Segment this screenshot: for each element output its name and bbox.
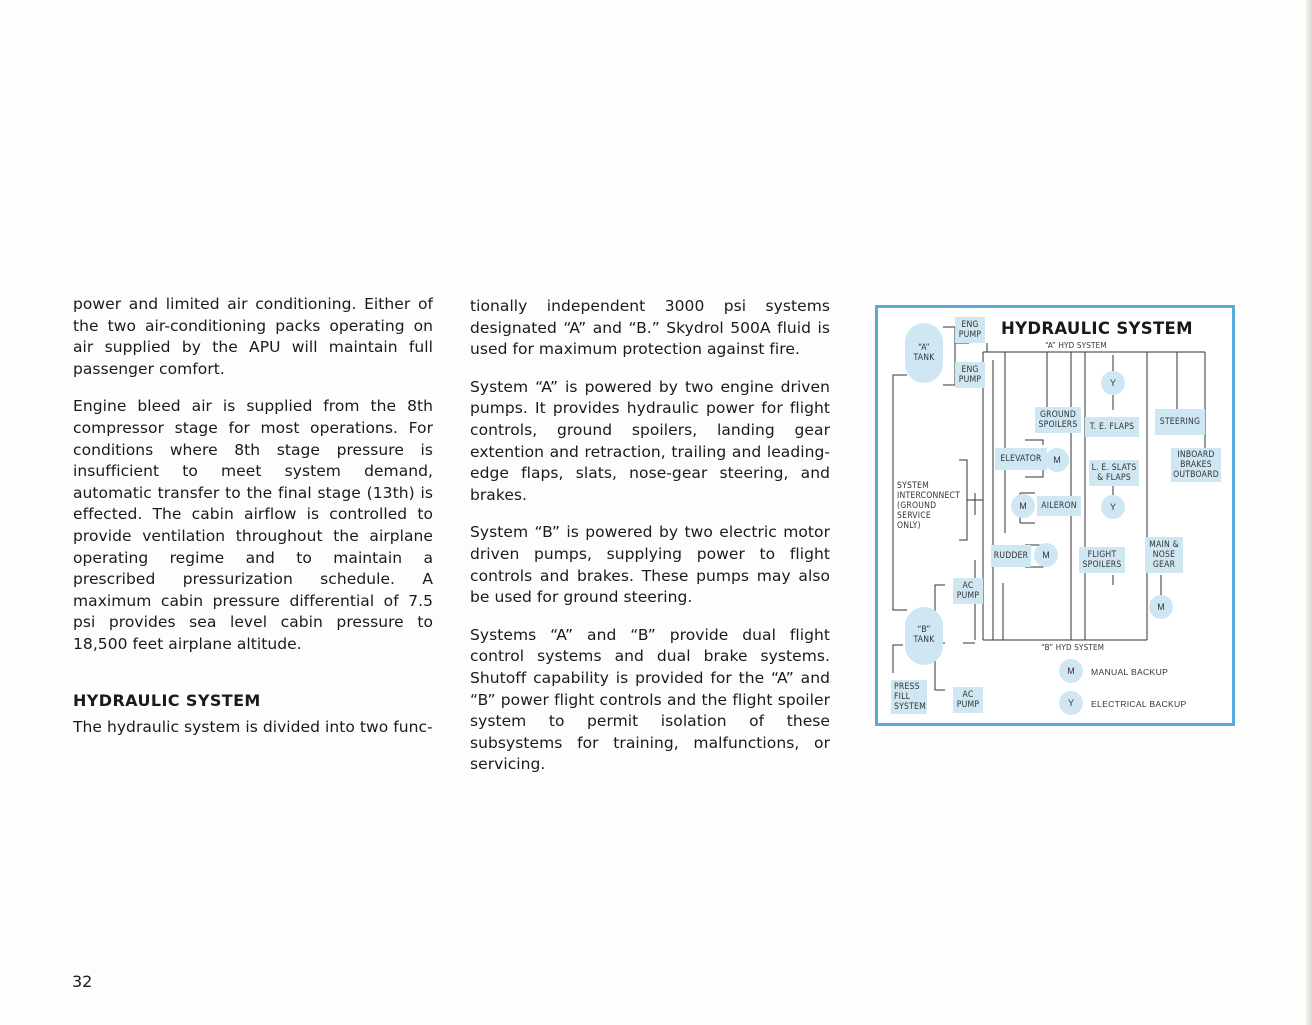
page-number: 32 <box>72 972 93 991</box>
le-slats-flaps: L. E. SLATS & FLAPS <box>1089 460 1139 486</box>
eng-pump-1: ENG PUMP <box>955 317 985 343</box>
flight-spoilers: FLIGHT SPOILERS <box>1079 547 1125 573</box>
electrical-backup-circle: Y <box>1101 371 1125 395</box>
diagram-title: HYDRAULIC SYSTEM <box>1001 319 1193 338</box>
inboard-brakes: INBOARD BRAKES OUTBOARD <box>1171 448 1221 482</box>
ground-spoilers: GROUND SPOILERS <box>1035 407 1081 433</box>
press-fill-system: PRESS FILL SYSTEM <box>891 680 927 714</box>
elevator: ELEVATOR <box>995 448 1047 470</box>
paragraph: Systems “A” and “B” provide dual flight control systems and dual brake systems. Shutoff capability is provided for the “A” and “B” power flight controls and the flight spoiler system to permit isolation of these subsystems for training, malfunctions, or servicing. <box>470 625 830 774</box>
manual-backup-circle: M <box>1045 448 1069 472</box>
ac-pump-1: AC PUMP <box>953 578 983 604</box>
b-tank: “B” TANK <box>905 607 943 665</box>
eng-pump-2: ENG PUMP <box>955 362 985 388</box>
ac-pump-2: AC PUMP <box>953 687 983 713</box>
manual-backup-circle: M <box>1034 543 1058 567</box>
a-system-label: “A” HYD SYSTEM <box>1045 341 1107 350</box>
b-system-label: “B” HYD SYSTEM <box>1041 643 1105 652</box>
page-edge <box>1306 0 1312 1025</box>
paragraph: The hydraulic system is divided into two func- <box>73 718 433 737</box>
paragraph: System “B” is powered by two electric motor driven pumps, supplying power to flight controls and brakes. These pumps may also be used for ground steering. <box>470 523 830 607</box>
paragraph: tionally independent 3000 psi systems designated “A” and “B.” Skydrol 500A fluid is used for maximum protection against fire. <box>470 297 830 359</box>
paragraph: Engine bleed air is supplied from the 8th compressor stage for most operations. For conditions where 8th stage pressure is insufficient to meet system demand, automatic transfer to the final stage (13th) is effected. The cabin airflow is controlled to provide ventilation throughout the airplane operating regime and to maintain a prescribed pressurization schedule. A maximum cabin pressure differential of 7.5 psi provides sea level cabin pressure to 18,500 feet airplane altitude. <box>73 397 433 653</box>
hydraulic-system-diagram <box>875 305 1235 726</box>
steering: STEERING <box>1155 409 1205 435</box>
paragraph: System “A” is powered by two engine driven pumps. It provides hydraulic power for flight controls, ground spoilers, landing gear extention and retraction, trailing and leading-edge flaps, slats, nose-gear steering, and brakes. <box>470 377 830 504</box>
left-text-column <box>73 294 433 755</box>
paragraph: power and limited air conditioning. Either of the two air-conditioning packs operating on air supplied by the APU will maintain full passenger comfort. <box>73 295 433 378</box>
legend-m-circle: M <box>1059 659 1083 683</box>
a-tank: “A” TANK <box>905 323 943 383</box>
manual-backup-circle: M <box>1011 494 1035 518</box>
legend-y-circle: Y <box>1059 691 1083 715</box>
legend-electrical-backup: ELECTRICAL BACKUP <box>1091 699 1187 709</box>
aileron: AILERON <box>1037 496 1081 516</box>
section-heading: HYDRAULIC SYSTEM <box>73 690 261 710</box>
main-nose-gear: MAIN & NOSE GEAR <box>1145 537 1183 573</box>
te-flaps: T. E. FLAPS <box>1085 417 1139 437</box>
legend-manual-backup: MANUAL BACKUP <box>1091 667 1169 677</box>
electrical-backup-circle: Y <box>1101 495 1125 519</box>
interconnect-label: SYSTEM INTERCONNECT (GROUND SERVICE ONLY) <box>897 481 961 531</box>
manual-backup-circle: M <box>1149 595 1173 619</box>
rudder: RUDDER <box>991 545 1031 567</box>
middle-text-column <box>470 296 830 792</box>
